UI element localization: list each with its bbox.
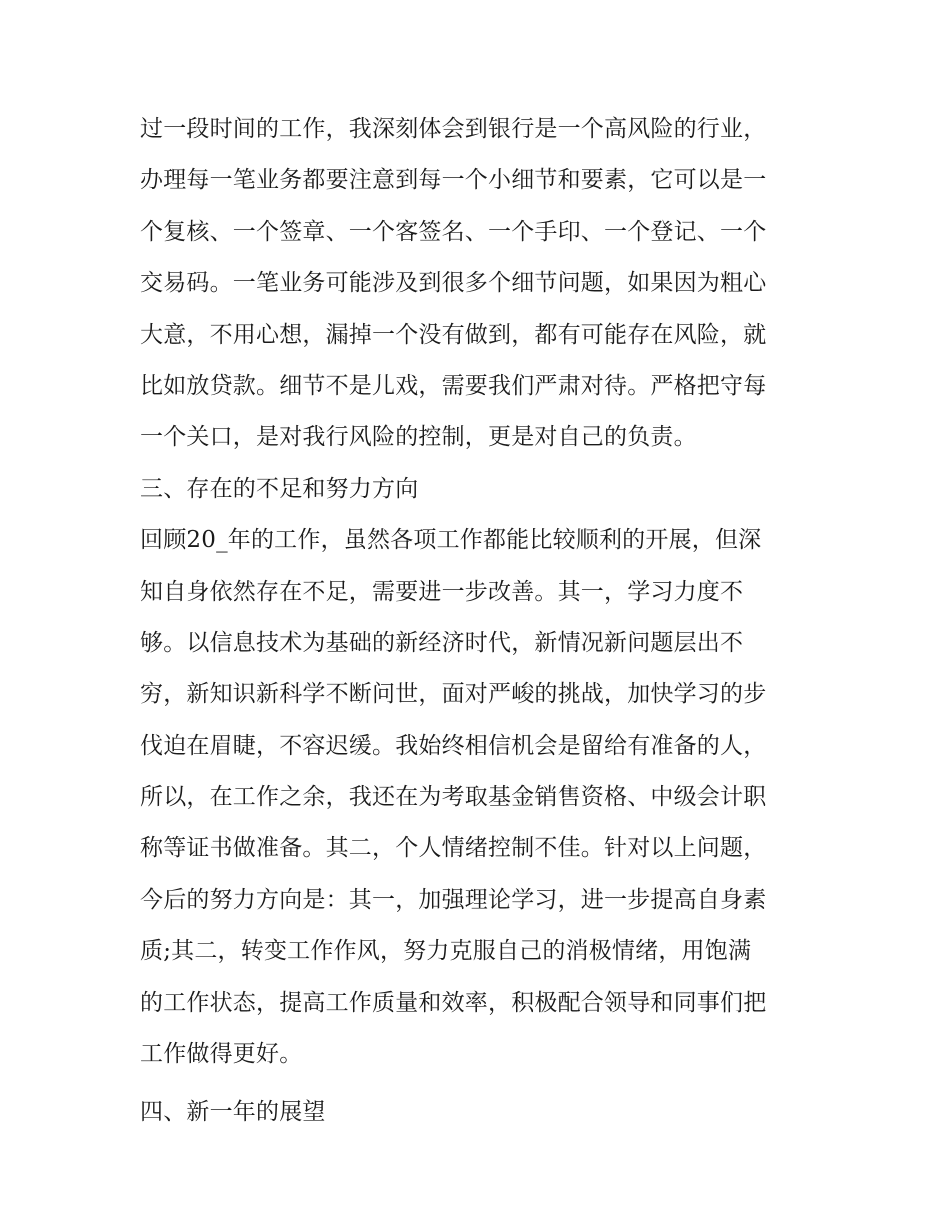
text-line: 工作做得更好。 — [140, 1041, 303, 1068]
text-line: 所以，在工作之余，我还在为考取基金销售资格、中级会计职 — [140, 784, 767, 811]
text-line: 质;其二，转变工作作风，努力克服自己的消极情绪，用饱满 — [140, 938, 752, 965]
text-line: 回顾20_年的工作，虽然各项工作都能比较顺利的开展，但深 — [140, 527, 762, 554]
text-line: 知自身依然存在不足，需要进一步改善。其一，学习力度不 — [140, 578, 744, 605]
text-line: 比如放贷款。细节不是儿戏，需要我们严肃对待。严格把守每 — [140, 372, 767, 399]
text-line: 个复核、一个签章、一个客签名、一个手印、一个登记、一个 — [140, 218, 767, 245]
text-line: 的工作状态，提高工作质量和效率，积极配合领导和同事们把 — [140, 989, 767, 1016]
section-3-heading: 三、存在的不足和努力方向 — [140, 475, 419, 502]
text-line: 够。以信息技术为基础的新经济时代，新情况新问题层出不 — [140, 629, 744, 656]
text-line: 今后的努力方向是：其一，加强理论学习，进一步提高自身素 — [140, 886, 767, 913]
text-line: 大意，不用心想，漏掉一个没有做到，都有可能存在风险，就 — [140, 321, 767, 348]
text-line: 穷，新知识新科学不断问世，面对严峻的挑战，加快学习的步 — [140, 681, 767, 708]
section-4-heading: 四、新一年的展望 — [140, 1099, 326, 1126]
text-line: 过一段时间的工作，我深刻体会到银行是一个高风险的行业， — [140, 116, 767, 142]
paragraph-section-2-tail — [140, 104, 820, 464]
text-line: 交易码。一笔业务可能涉及到很多个细节问题，如果因为粗心 — [140, 270, 767, 297]
text-line: 称等证书做准备。其二，个人情绪控制不佳。针对以上问题， — [140, 835, 767, 862]
text-line: 伐迫在眉睫，不容迟缓。我始终相信机会是留给有准备的人， — [140, 732, 767, 759]
text-line: 办理每一笔业务都要注意到每一个小细节和要素，它可以是一 — [140, 167, 767, 194]
text-line: 一个关口，是对我行风险的控制，更是对自己的负责。 — [140, 424, 697, 451]
document-body — [140, 104, 820, 1139]
paragraph-section-3 — [140, 515, 820, 1080]
